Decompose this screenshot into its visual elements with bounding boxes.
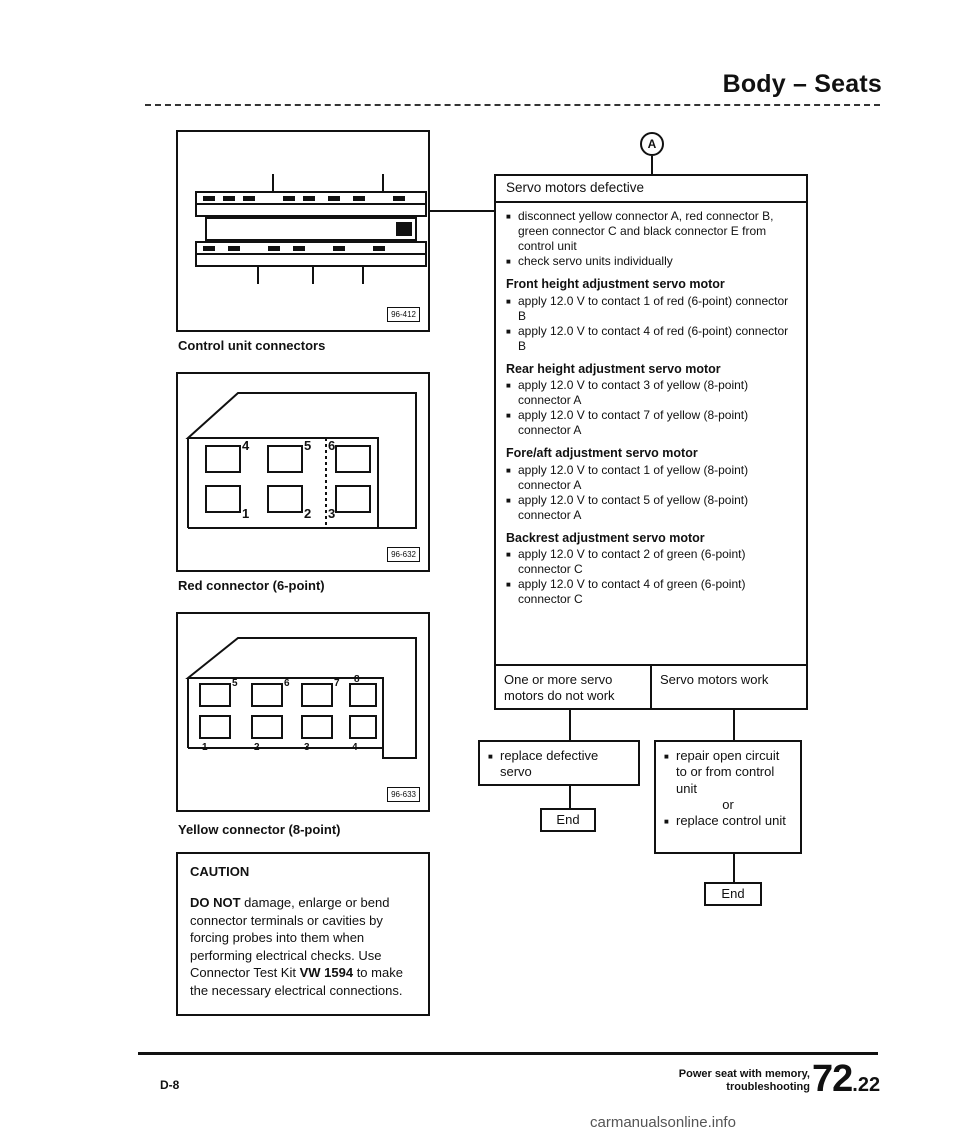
footer-rule bbox=[138, 1052, 878, 1055]
replace-servo-box bbox=[478, 740, 640, 786]
svg-text:6: 6 bbox=[328, 438, 336, 453]
figure-code: 96-633 bbox=[387, 787, 420, 802]
caution-box bbox=[176, 852, 430, 1016]
svg-text:2: 2 bbox=[254, 742, 260, 753]
svg-text:5: 5 bbox=[304, 438, 312, 453]
end-box-right: End bbox=[704, 882, 762, 906]
svg-text:1: 1 bbox=[242, 506, 250, 521]
repair-text: ■ repair open circuit to or from control unit bbox=[664, 748, 792, 797]
section-title: Front height adjustment servo motor bbox=[506, 276, 725, 291]
control-unit-figure bbox=[176, 130, 430, 332]
or-text: or bbox=[722, 796, 734, 812]
red-connector-figure bbox=[176, 372, 430, 572]
watermark: carmanualsonline.info bbox=[590, 1114, 736, 1131]
svg-text:4: 4 bbox=[352, 742, 358, 753]
connector-line bbox=[430, 210, 494, 212]
servo-defective-box bbox=[494, 174, 808, 666]
section-title: Backrest adjustment servo motor bbox=[506, 530, 705, 545]
test-sections bbox=[506, 277, 796, 608]
footer-description: Power seat with memory, troubleshooting bbox=[678, 1068, 810, 1093]
right-stem bbox=[733, 710, 735, 740]
marker-stem bbox=[651, 156, 653, 174]
svg-text:8: 8 bbox=[354, 674, 360, 685]
marker-a: A bbox=[640, 132, 664, 156]
svg-text:5: 5 bbox=[232, 678, 238, 689]
branch-row bbox=[494, 664, 808, 710]
branch-left: One or more servo motors do not work bbox=[496, 666, 652, 708]
section-title: Rear height adjustment servo motor bbox=[506, 361, 721, 376]
replace-control-text: ■ replace control unit bbox=[664, 813, 792, 829]
branch-right: Servo motors work bbox=[660, 672, 769, 687]
control-unit-drawing bbox=[178, 142, 428, 312]
left-end-stem bbox=[569, 786, 571, 808]
caution-text: DO NOT damage, enlarge or bend connector terminals or cavities by forcing probes into them when performing electrical checks. Use Connector Test Kit VW 1594 to make the necessary electrical connections. bbox=[190, 895, 403, 998]
control-unit-caption: Control unit connectors bbox=[178, 338, 326, 353]
right-end-stem bbox=[733, 854, 735, 882]
test-step: ■ apply 12.0 V to contact 5 of yellow (8-point) connector A bbox=[506, 493, 796, 523]
servo-defective-heading: Servo motors defective bbox=[496, 176, 806, 203]
repair-box bbox=[654, 740, 802, 854]
red-connector-drawing bbox=[178, 378, 428, 548]
yellow-connector-figure bbox=[176, 612, 430, 812]
svg-text:3: 3 bbox=[304, 742, 310, 753]
flow-content bbox=[496, 203, 806, 608]
page-title: Body – Seats bbox=[722, 70, 882, 98]
section-title: Fore/aft adjustment servo motor bbox=[506, 446, 698, 461]
test-step: ■ apply 12.0 V to contact 3 of yellow (8-point) connector A bbox=[506, 378, 796, 408]
svg-text:3: 3 bbox=[328, 506, 336, 521]
intro-item: ■ check servo units individually bbox=[506, 254, 796, 269]
test-step: ■ apply 12.0 V to contact 1 of yellow (8-point) connector A bbox=[506, 463, 796, 493]
red-connector-caption: Red connector (6-point) bbox=[178, 578, 325, 593]
test-step: ■ apply 12.0 V to contact 2 of green (6-point) connector C bbox=[506, 547, 796, 577]
caution-title: CAUTION bbox=[190, 864, 250, 879]
figure-code: 96-412 bbox=[387, 307, 420, 322]
intro-list bbox=[506, 209, 796, 269]
header-rule bbox=[145, 104, 880, 106]
left-stem bbox=[569, 710, 571, 740]
end-box-left: End bbox=[540, 808, 596, 832]
test-step: ■ apply 12.0 V to contact 4 of green (6-point) connector C bbox=[506, 577, 796, 607]
section-number: 72.22 bbox=[812, 1058, 881, 1100]
test-step: ■ apply 12.0 V to contact 7 of yellow (8-point) connector A bbox=[506, 408, 796, 438]
intro-item: ■ disconnect yellow connector A, red connector B, green connector C and black connector E from control unit bbox=[506, 209, 796, 254]
svg-text:1: 1 bbox=[202, 742, 208, 753]
svg-text:7: 7 bbox=[334, 678, 340, 689]
yellow-connector-drawing bbox=[178, 618, 428, 788]
test-step: ■ apply 12.0 V to contact 1 of red (6-point) connector B bbox=[506, 294, 796, 324]
figure-code: 96-632 bbox=[387, 547, 420, 562]
test-step: ■ apply 12.0 V to contact 4 of red (6-point) connector B bbox=[506, 324, 796, 354]
replace-servo-text: ■ replace defective servo bbox=[488, 748, 630, 781]
page-ref: D-8 bbox=[160, 1078, 180, 1092]
svg-text:6: 6 bbox=[284, 678, 290, 689]
svg-text:4: 4 bbox=[242, 438, 250, 453]
svg-text:2: 2 bbox=[304, 506, 312, 521]
yellow-connector-caption: Yellow connector (8-point) bbox=[178, 822, 341, 837]
